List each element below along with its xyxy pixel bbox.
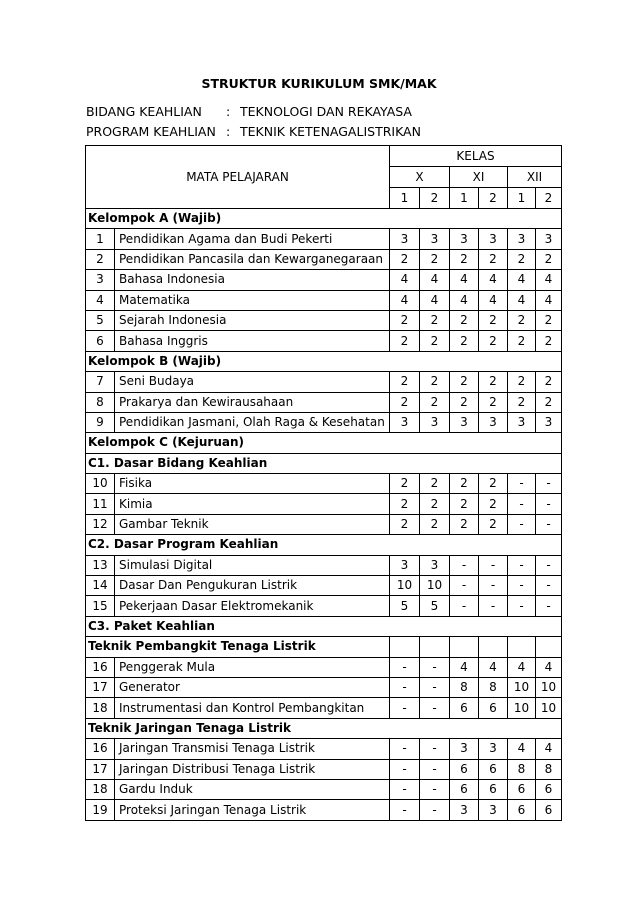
info-label: BIDANG KEAHLIAN xyxy=(86,104,202,119)
hours-cell: 2 xyxy=(450,494,479,514)
hours-cell: - xyxy=(536,576,562,596)
hours-cell: 10 xyxy=(536,677,562,697)
group-label: Kelompok C (Kejuruan) xyxy=(86,433,562,453)
hours-cell: 2 xyxy=(420,494,450,514)
hours-cell: 2 xyxy=(390,249,420,269)
table-row xyxy=(86,249,562,269)
group-label: C2. Dasar Program Keahlian xyxy=(86,535,562,555)
hours-cell: - xyxy=(450,576,479,596)
row-number: 10 xyxy=(86,474,115,494)
hours-cell: 4 xyxy=(536,270,562,290)
hours-cell: 8 xyxy=(508,759,536,779)
info-value: TEKNIK KETENAGALISTRIKAN xyxy=(240,124,421,139)
empty-cell xyxy=(536,637,562,657)
hours-cell: 3 xyxy=(450,739,479,759)
hours-cell: 4 xyxy=(479,657,508,677)
table-row xyxy=(86,474,562,494)
hours-cell: - xyxy=(420,779,450,799)
hours-cell: 2 xyxy=(390,372,420,392)
hours-cell: 2 xyxy=(450,514,479,534)
hours-cell: 4 xyxy=(450,657,479,677)
hours-cell: - xyxy=(390,739,420,759)
group-row xyxy=(86,453,562,473)
table-row xyxy=(86,555,562,575)
hours-cell: 2 xyxy=(450,310,479,330)
header-grade: X xyxy=(390,167,450,188)
hours-cell: 8 xyxy=(479,677,508,697)
info-separator: : xyxy=(226,124,231,139)
row-number: 4 xyxy=(86,290,115,310)
hours-cell: 2 xyxy=(420,310,450,330)
row-number: 17 xyxy=(86,759,115,779)
subject-name: Dasar Dan Pengukuran Listrik xyxy=(115,576,390,596)
row-number: 16 xyxy=(86,657,115,677)
empty-cell xyxy=(450,637,479,657)
hours-cell: 4 xyxy=(450,290,479,310)
hours-cell: 2 xyxy=(390,392,420,412)
group-row xyxy=(86,433,562,453)
hours-cell: 4 xyxy=(508,739,536,759)
hours-cell: 2 xyxy=(420,372,450,392)
header-kelas: KELAS xyxy=(390,146,562,167)
hours-cell: 2 xyxy=(508,310,536,330)
group-row xyxy=(86,637,562,657)
row-number: 2 xyxy=(86,249,115,269)
hours-cell: - xyxy=(479,555,508,575)
subject-name: Pendidikan Jasmani, Olah Raga & Kesehatan xyxy=(115,412,390,432)
hours-cell: 2 xyxy=(450,249,479,269)
document-title: STRUKTUR KURIKULUM SMK/MAK xyxy=(201,76,437,91)
table-row xyxy=(86,698,562,718)
hours-cell: 2 xyxy=(479,494,508,514)
hours-cell: 2 xyxy=(450,392,479,412)
subject-name: Sejarah Indonesia xyxy=(115,310,390,330)
table-row xyxy=(86,290,562,310)
header-semester: 1 xyxy=(508,188,536,209)
hours-cell: 2 xyxy=(420,331,450,351)
hours-cell: 2 xyxy=(390,514,420,534)
hours-cell: 3 xyxy=(508,412,536,432)
empty-cell xyxy=(420,637,450,657)
hours-cell: 3 xyxy=(479,412,508,432)
header-semester: 2 xyxy=(479,188,508,209)
hours-cell: 3 xyxy=(479,800,508,820)
hours-cell: - xyxy=(450,555,479,575)
hours-cell: 2 xyxy=(536,249,562,269)
subject-name: Gardu Induk xyxy=(115,779,390,799)
hours-cell: 4 xyxy=(420,270,450,290)
info-value: TEKNOLOGI DAN REKAYASA xyxy=(240,104,412,119)
hours-cell: - xyxy=(508,474,536,494)
hours-cell: 10 xyxy=(508,677,536,697)
hours-cell: 2 xyxy=(536,392,562,412)
info-bidang-keahlian xyxy=(86,104,412,119)
info-program-keahlian xyxy=(86,124,421,139)
hours-cell: 3 xyxy=(536,412,562,432)
empty-cell xyxy=(479,637,508,657)
hours-cell: 2 xyxy=(508,249,536,269)
subject-name: Fisika xyxy=(115,474,390,494)
hours-cell: - xyxy=(420,677,450,697)
hours-cell: 3 xyxy=(390,229,420,249)
subject-name: Pendidikan Pancasila dan Kewarganegaraan xyxy=(115,249,390,269)
hours-cell: 6 xyxy=(536,800,562,820)
hours-cell: 4 xyxy=(508,657,536,677)
row-number: 8 xyxy=(86,392,115,412)
hours-cell: 3 xyxy=(390,412,420,432)
hours-cell: 2 xyxy=(390,474,420,494)
hours-cell: 6 xyxy=(450,779,479,799)
row-number: 18 xyxy=(86,698,115,718)
subject-name: Pendidikan Agama dan Budi Pekerti xyxy=(115,229,390,249)
hours-cell: - xyxy=(420,657,450,677)
hours-cell: 2 xyxy=(508,331,536,351)
hours-cell: - xyxy=(508,514,536,534)
hours-cell: - xyxy=(508,576,536,596)
hours-cell: 2 xyxy=(479,331,508,351)
hours-cell: 2 xyxy=(479,372,508,392)
hours-cell: 6 xyxy=(508,779,536,799)
subject-name: Generator xyxy=(115,677,390,697)
hours-cell: 3 xyxy=(450,229,479,249)
hours-cell: 3 xyxy=(450,412,479,432)
group-label: Kelompok A (Wajib) xyxy=(86,209,562,229)
hours-cell: 4 xyxy=(420,290,450,310)
subject-name: Bahasa Indonesia xyxy=(115,270,390,290)
hours-cell: 10 xyxy=(390,576,420,596)
row-number: 3 xyxy=(86,270,115,290)
hours-cell: 3 xyxy=(420,229,450,249)
group-row xyxy=(86,616,562,636)
hours-cell: 4 xyxy=(536,739,562,759)
group-row xyxy=(86,209,562,229)
table-row xyxy=(86,270,562,290)
hours-cell: 6 xyxy=(450,759,479,779)
subject-name: Jaringan Transmisi Tenaga Listrik xyxy=(115,739,390,759)
group-label: C3. Paket Keahlian xyxy=(86,616,562,636)
hours-cell: 8 xyxy=(536,759,562,779)
hours-cell: - xyxy=(390,800,420,820)
hours-cell: 3 xyxy=(536,229,562,249)
hours-cell: 3 xyxy=(420,555,450,575)
subject-name: Simulasi Digital xyxy=(115,555,390,575)
header-grade: XII xyxy=(508,167,562,188)
table-body xyxy=(86,209,562,821)
hours-cell: - xyxy=(536,596,562,616)
header-semester: 2 xyxy=(420,188,450,209)
group-row xyxy=(86,535,562,555)
hours-cell: 2 xyxy=(450,331,479,351)
hours-cell: 2 xyxy=(479,392,508,412)
group-label: Kelompok B (Wajib) xyxy=(86,351,562,371)
hours-cell: - xyxy=(420,739,450,759)
hours-cell: 2 xyxy=(536,331,562,351)
subject-name: Penggerak Mula xyxy=(115,657,390,677)
hours-cell: - xyxy=(479,576,508,596)
table-row xyxy=(86,596,562,616)
row-number: 6 xyxy=(86,331,115,351)
hours-cell: - xyxy=(508,494,536,514)
subject-name: Seni Budaya xyxy=(115,372,390,392)
hours-cell: 2 xyxy=(450,474,479,494)
table-row xyxy=(86,494,562,514)
row-number: 11 xyxy=(86,494,115,514)
hours-cell: 4 xyxy=(536,290,562,310)
hours-cell: 5 xyxy=(420,596,450,616)
table-row xyxy=(86,229,562,249)
hours-cell: 2 xyxy=(420,249,450,269)
hours-cell: - xyxy=(536,514,562,534)
hours-cell: 2 xyxy=(536,372,562,392)
hours-cell: 4 xyxy=(536,657,562,677)
header-grade: XI xyxy=(450,167,508,188)
subject-name: Instrumentasi dan Kontrol Pembangkitan xyxy=(115,698,390,718)
hours-cell: 2 xyxy=(390,331,420,351)
hours-cell: 6 xyxy=(479,759,508,779)
table-row xyxy=(86,759,562,779)
row-number: 16 xyxy=(86,739,115,759)
row-number: 18 xyxy=(86,779,115,799)
subject-name: Kimia xyxy=(115,494,390,514)
subject-name: Jaringan Distribusi Tenaga Listrik xyxy=(115,759,390,779)
hours-cell: 8 xyxy=(450,677,479,697)
hours-cell: 6 xyxy=(479,779,508,799)
hours-cell: 2 xyxy=(479,249,508,269)
hours-cell: 2 xyxy=(479,514,508,534)
subject-name: Gambar Teknik xyxy=(115,514,390,534)
table-row xyxy=(86,412,562,432)
hours-cell: - xyxy=(536,474,562,494)
hours-cell: 2 xyxy=(390,494,420,514)
hours-cell: 2 xyxy=(508,372,536,392)
hours-cell: 5 xyxy=(390,596,420,616)
hours-cell: 10 xyxy=(536,698,562,718)
hours-cell: 6 xyxy=(536,779,562,799)
table-row xyxy=(86,331,562,351)
hours-cell: 3 xyxy=(390,555,420,575)
row-number: 12 xyxy=(86,514,115,534)
table-row xyxy=(86,514,562,534)
hours-cell: 2 xyxy=(420,474,450,494)
header-semester: 2 xyxy=(536,188,562,209)
subject-name: Bahasa Inggris xyxy=(115,331,390,351)
group-row xyxy=(86,718,562,738)
hours-cell: - xyxy=(508,555,536,575)
header-semester: 1 xyxy=(450,188,479,209)
group-label: Teknik Jaringan Tenaga Listrik xyxy=(86,718,562,738)
hours-cell: 2 xyxy=(536,310,562,330)
hours-cell: - xyxy=(508,596,536,616)
table-row xyxy=(86,739,562,759)
row-number: 5 xyxy=(86,310,115,330)
hours-cell: 6 xyxy=(479,698,508,718)
hours-cell: 4 xyxy=(479,270,508,290)
table-row xyxy=(86,576,562,596)
row-number: 13 xyxy=(86,555,115,575)
hours-cell: 2 xyxy=(508,392,536,412)
hours-cell: 3 xyxy=(479,739,508,759)
row-number: 19 xyxy=(86,800,115,820)
hours-cell: 2 xyxy=(390,310,420,330)
table-row xyxy=(86,800,562,820)
info-label: PROGRAM KEAHLIAN xyxy=(86,124,216,139)
hours-cell: 6 xyxy=(450,698,479,718)
group-row xyxy=(86,351,562,371)
hours-cell: - xyxy=(536,555,562,575)
hours-cell: 2 xyxy=(479,310,508,330)
row-number: 1 xyxy=(86,229,115,249)
table-row xyxy=(86,657,562,677)
empty-cell xyxy=(390,637,420,657)
group-label: C1. Dasar Bidang Keahlian xyxy=(86,453,562,473)
hours-cell: 6 xyxy=(508,800,536,820)
hours-cell: 4 xyxy=(508,290,536,310)
table-row xyxy=(86,310,562,330)
hours-cell: 10 xyxy=(420,576,450,596)
row-number: 7 xyxy=(86,372,115,392)
hours-cell: 4 xyxy=(390,290,420,310)
subject-name: Prakarya dan Kewirausahaan xyxy=(115,392,390,412)
group-label: Teknik Pembangkit Tenaga Listrik xyxy=(86,637,390,657)
hours-cell: - xyxy=(420,800,450,820)
subject-name: Pekerjaan Dasar Elektromekanik xyxy=(115,596,390,616)
header-semester: 1 xyxy=(390,188,420,209)
info-separator: : xyxy=(226,104,231,119)
hours-cell: 4 xyxy=(450,270,479,290)
hours-cell: 4 xyxy=(508,270,536,290)
hours-cell: - xyxy=(390,698,420,718)
hours-cell: - xyxy=(450,596,479,616)
hours-cell: 3 xyxy=(450,800,479,820)
hours-cell: - xyxy=(390,677,420,697)
hours-cell: 2 xyxy=(479,474,508,494)
hours-cell: 2 xyxy=(450,372,479,392)
row-number: 9 xyxy=(86,412,115,432)
hours-cell: - xyxy=(390,657,420,677)
hours-cell: 10 xyxy=(508,698,536,718)
empty-cell xyxy=(508,637,536,657)
table-row xyxy=(86,677,562,697)
hours-cell: 3 xyxy=(420,412,450,432)
table-row xyxy=(86,372,562,392)
hours-cell: - xyxy=(420,698,450,718)
row-number: 17 xyxy=(86,677,115,697)
hours-cell: 4 xyxy=(390,270,420,290)
hours-cell: - xyxy=(390,779,420,799)
hours-cell: 2 xyxy=(420,514,450,534)
subject-name: Proteksi Jaringan Tenaga Listrik xyxy=(115,800,390,820)
hours-cell: - xyxy=(390,759,420,779)
hours-cell: - xyxy=(420,759,450,779)
table-row xyxy=(86,392,562,412)
row-number: 15 xyxy=(86,596,115,616)
curriculum-table xyxy=(85,145,562,821)
hours-cell: - xyxy=(479,596,508,616)
hours-cell: 2 xyxy=(420,392,450,412)
hours-cell: - xyxy=(536,494,562,514)
hours-cell: 4 xyxy=(479,290,508,310)
subject-name: Matematika xyxy=(115,290,390,310)
header-mata-pelajaran: MATA PELAJARAN xyxy=(86,146,390,209)
row-number: 14 xyxy=(86,576,115,596)
hours-cell: 3 xyxy=(508,229,536,249)
table-row xyxy=(86,779,562,799)
hours-cell: 3 xyxy=(479,229,508,249)
